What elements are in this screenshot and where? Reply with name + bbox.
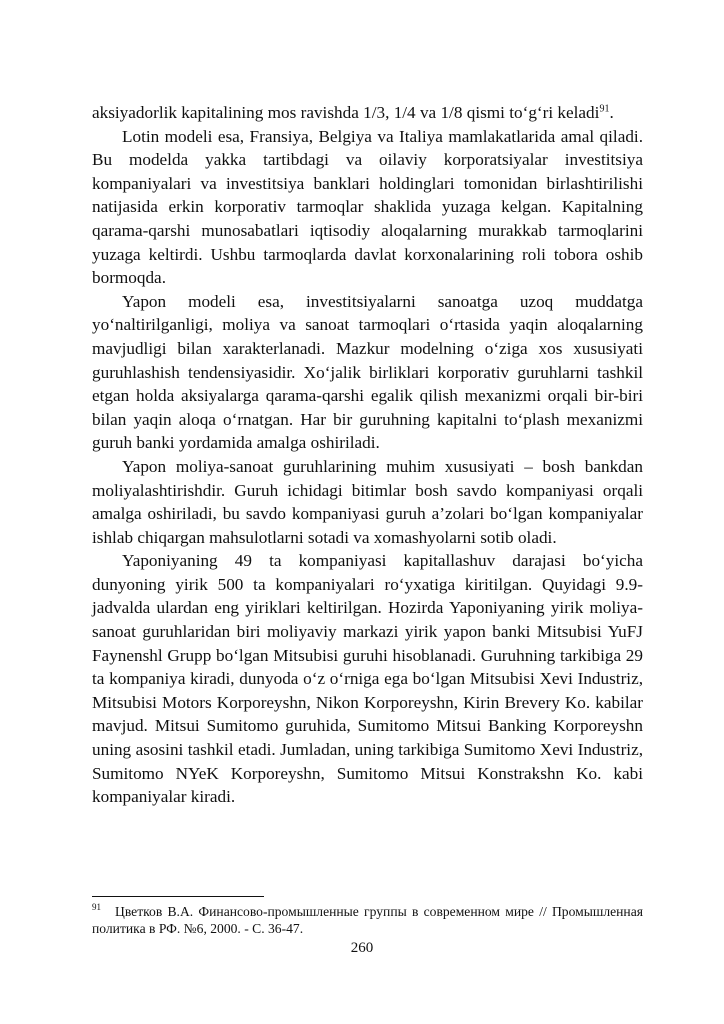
page-number: 260 xyxy=(350,940,374,956)
main-text xyxy=(92,101,643,809)
paragraph-5: Yaponiyaning 49 ta kompaniyasi kapitallashuv darajasi bo‘yicha dunyoning yirik 500 ta kompaniyalari ro‘yxatiga kiritilgan. Quyidagi 9.9-jadvalda ulardan eng yiriklari keltirilgan. Hozirda Yaponiyaning yirik moliya-sanoat guruhlaridan biri moliyaviy markazi yirik yapon banki Mitsubisi YuFJ Faynenshl Grupp bo‘lgan Mitsubisi guruhi hisoblanadi. Guruhning tarkibiga 29 ta kompaniya kiradi, dunyoda o‘z o‘rniga ega bo‘lgan Mitsubisi Xevi Industriz, Mitsubisi Motors Korporeyshn, Nikon Korporeyshn, Kirin Brevery Ko. kabilar mavjud. Mitsui Sumitomo guruhida, Sumitomo Mitsui Banking Korporeyshn uning asosini tashkil etadi. Jumladan, uning tarkibiga Sumitomo Xevi Industriz, Sumitomo NYeK Korporeyshn, Sumitomo Mitsui Konstrakshn Ko. kabi kompaniyalar kiradi. xyxy=(92,551,643,807)
paragraph-1 xyxy=(92,101,643,125)
paragraph-2: Lotin modeli esa, Fransiya, Belgiya va Italiya mamlakatlarida amal qiladi. Bu modelda yakka tartibdagi va oilaviy korporatsiyalar investitsiya kompaniyalari va investitsiya banklari holdinglari tomonidan birlashtirilishi natijasida erkin korporativ tarmoqlar shaklida yuzaga kelgan. Kapitalning qarama-qarshi munosabatlari iqtisodiy aloqalarning murakkab tarmoqlarini yuzaga keltirdi. Ushbu tarmoqlarda davlat korxonalarining roli tobora oshib bormoqda. xyxy=(92,126,643,288)
paragraph-1-tail: . xyxy=(609,103,614,122)
paragraph-4: Yapon moliya-sanoat guruhlarining muhim xususiyati – bosh bankdan moliyalashtirishdir. Guruh ichidagi bitimlar bosh savdo kompaniyasi orqali amalga oshiriladi, bu savdo kompaniyasi guruh a’zolari bo‘lgan kompaniyalar ishlab chiqargan mahsulotlarni sotadi va xomashyolarni sotib oladi. xyxy=(92,456,643,547)
footnote-number: 91 xyxy=(92,902,101,913)
footnote-text: Цветков В.А. Финансово-промышленные группы в современном мире // Промышленная политика в РФ. №6, 2000. - С. 36-47. xyxy=(92,904,643,936)
footnote xyxy=(92,903,643,937)
footnote-reference[interactable]: 91 xyxy=(599,103,610,115)
paragraph-1-text: aksiyadorlik kapitalining mos ravishda 1/3, 1/4 va 1/8 qismi to‘g‘ri keladi xyxy=(92,103,600,122)
paragraph-3: Yapon modeli esa, investitsiyalarni sanoatga uzoq muddatga yo‘naltirilganligi, moliya va sanoat tarmoqlari o‘rtasida yaqin aloqalarning mavjudligi bilan xarakterlanadi. Mazkur modelning o‘ziga xos xususiyati guruhlashish tendensiyasidir. Xo‘jalik birliklari korporativ guruhlarni tashkil etgan holda aksiyalarga qarama-qarshi egalik qilish mexanizmi orqali bir-biri bilan yaqin aloqa o‘rnatgan. Har bir guruhning kapitalni to‘plash mexanizmi guruh banki yordamida amalga oshiriladi. xyxy=(92,291,643,453)
footnote-divider xyxy=(92,896,264,897)
